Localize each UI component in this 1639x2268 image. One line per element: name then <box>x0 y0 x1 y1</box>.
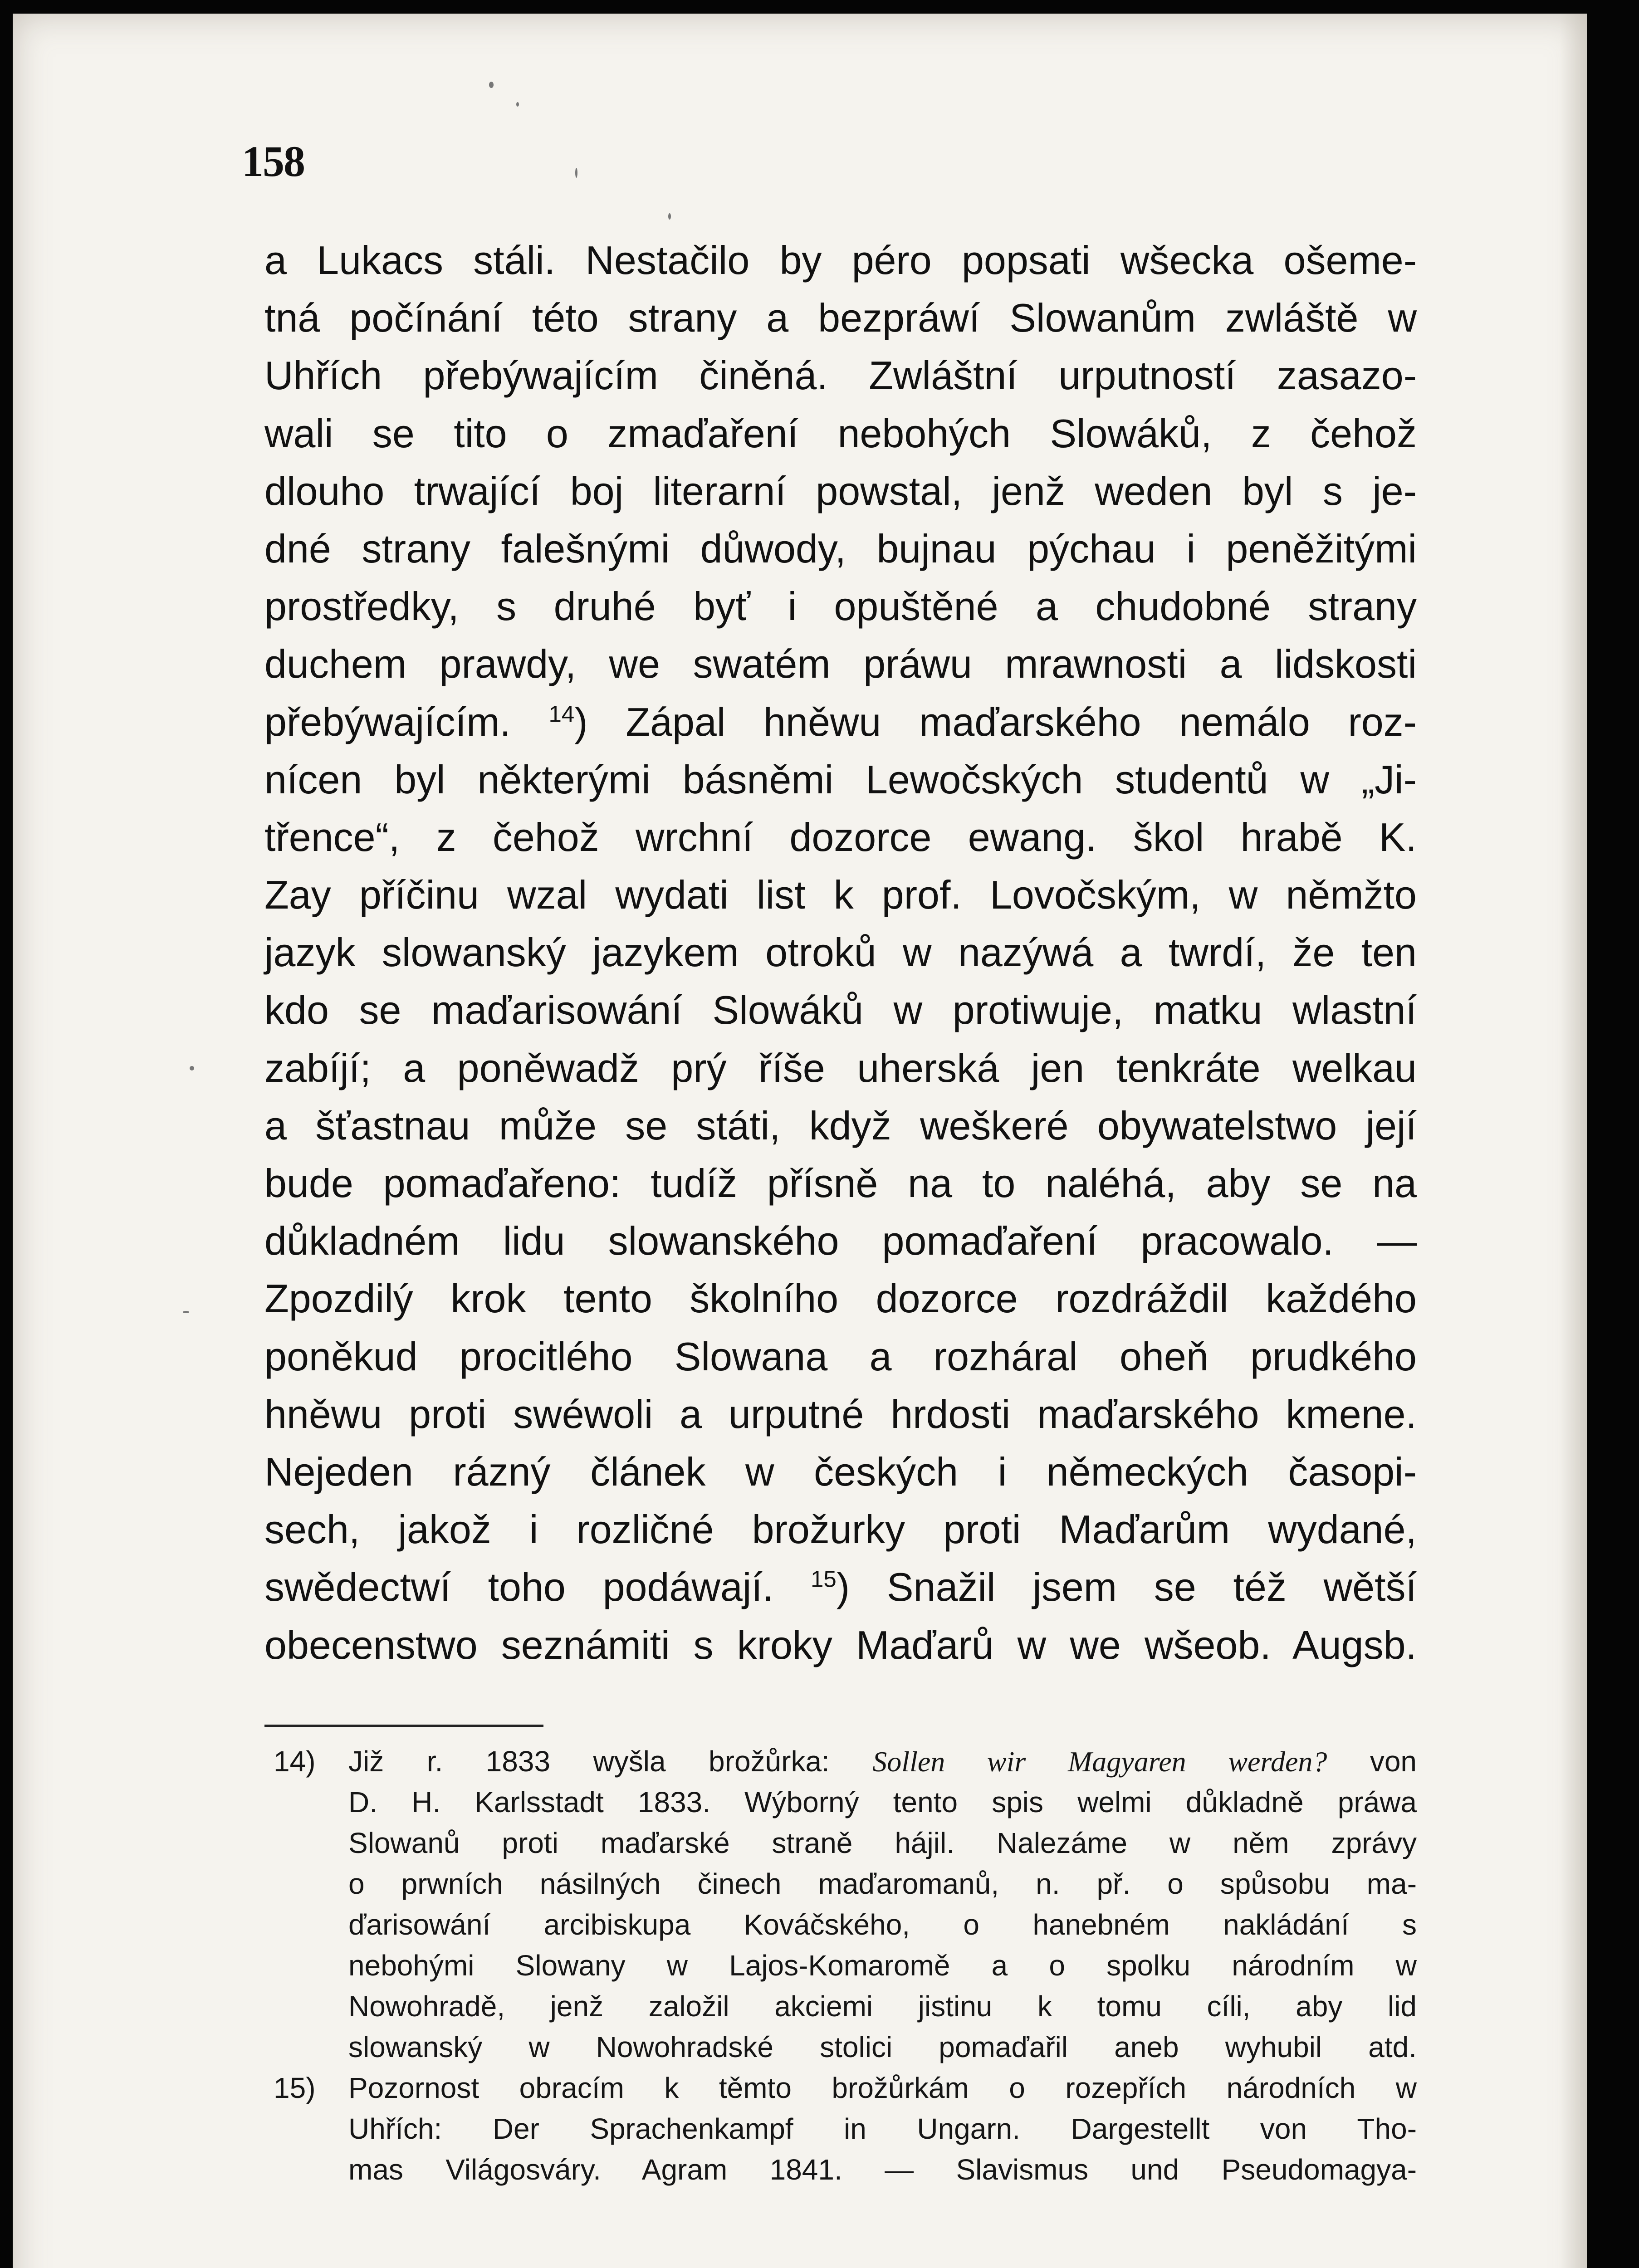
footnote-line: o prwních násilných činech maďaromanů, n. př. o spůsobu ma- <box>348 1867 1417 1900</box>
page-number: 158 <box>242 137 304 186</box>
page-edge-shadow <box>1560 14 1587 2268</box>
main-text <box>264 231 1417 1674</box>
paper-speck <box>516 102 519 107</box>
text-line: a šťastnau může se státi, když weškeré obywatelstwo její <box>264 1103 1417 1148</box>
footnotes <box>264 1741 1417 2190</box>
footnote-line: Nowohradě, jenž založil akciemi jistinu k tomu cíli, aby lid <box>348 1990 1417 2023</box>
text-line: dné strany falešnými důwody, bujnau pýchau i peněžitými <box>264 526 1417 571</box>
footnote-line: Slowanů proti maďarské straně hájil. Nalezáme w něm zprávy <box>348 1827 1417 1859</box>
text-line: sech, jakož i rozličné brožurky proti Maďarům wydané, <box>264 1507 1417 1552</box>
text-line: Uhřích přebýwajícím činěná. Zwláštní urputností zasazo- <box>264 353 1417 398</box>
paper-speck <box>183 1311 189 1313</box>
paper-speck <box>190 1066 194 1070</box>
text-line: Zpozdilý krok tento školního dozorce rozdráždil každého <box>264 1276 1417 1321</box>
text-line: kdo se maďarisowání Slowáků w protiwuje, matku wlastní <box>264 987 1417 1033</box>
text-line: bude pomaďařeno: tudíž přísně na to naléhá, aby se na <box>264 1161 1417 1206</box>
text-line: duchem prawdy, we swatém práwu mrawnosti a lidskosti <box>264 641 1417 687</box>
text-line: třence“, z čehož wrchní dozorce ewang. škol hrabě K. <box>264 814 1417 860</box>
text-line: obecenstwo seznámiti s kroky Maďarů w we wšeob. Augsb. <box>264 1622 1417 1667</box>
text-line: prostředky, s druhé byť i opuštěné a chudobné strany <box>264 584 1417 629</box>
footnote-line: D. H. Karlsstadt 1833. Wýborný tento spis welmi důkladně práwa <box>348 1786 1417 1818</box>
footnote-line: slowanský w Nowohradské stolici pomaďařil aneb wyhubil atd. <box>348 2031 1417 2063</box>
footnote <box>264 1741 1417 2068</box>
text-line: hněwu proti swéwoli a urputné hrdosti maďarského kmene. <box>264 1391 1417 1437</box>
paper-speck <box>489 82 494 88</box>
footnote-line: nebohými Slowany w Lajos-Komaromě a o spolku národním w <box>348 1949 1417 1982</box>
text-line: přebýwajícím. $^{14}$) Zápal hněwu maďarského nemálo roz- <box>264 699 1417 744</box>
text-line: dlouho trwající boj literarní powstal, jenž weden byl s je- <box>264 468 1417 513</box>
text-line: Zay příčinu wzal wydati list k prof. Lovočským, w němžto <box>264 872 1417 918</box>
text-line: swědectwí toho podáwají. $^{15}$) Snažil jsem se též wětší <box>264 1564 1417 1610</box>
paper-speck <box>575 168 577 178</box>
text-line: tná počínání této strany a bezpráwí Slowanům zwláště w <box>264 295 1417 341</box>
text-line: důkladném lidu slowanského pomaďaření pracowalo. — <box>264 1218 1417 1264</box>
text-line: wali se tito o zmaďaření nebohých Slowáků, z čehož <box>264 411 1417 456</box>
footnote-line: Pozornost obracím k těmto brožůrkám o rozepřích národních w <box>348 2072 1417 2104</box>
book-page <box>13 14 1587 2268</box>
footnote-marker: 14) <box>274 1745 316 1778</box>
footnote-line: Uhřích: Der Sprachenkampf in Ungarn. Dargestellt von Tho- <box>348 2112 1417 2145</box>
footnote-line: mas Világosváry. Agram 1841. — Slavismus und Pseudomagya- <box>348 2153 1417 2186</box>
text-line: Nejeden rázný článek w českých i německých časopi- <box>264 1449 1417 1494</box>
text-line: a Lukacs stáli. Nestačilo by péro popsati wšecka ošeme- <box>264 238 1417 283</box>
footnote-title: Sollen wir Magyaren werden? <box>872 1745 1327 1778</box>
footnote-separator <box>264 1725 543 1727</box>
footnote-marker: 15) <box>274 2072 316 2104</box>
text-line: jazyk slowanský jazykem otroků w nazýwá a twrdí, že ten <box>264 930 1417 975</box>
text-line: zabíjí; a poněwadž prý říše uherská jen tenkráte welkau <box>264 1045 1417 1090</box>
footnote-line: Již r. 1833 wyšla brožůrka: Sollen wir Magyaren werden? von <box>348 1745 1417 1778</box>
paper-speck <box>668 213 671 220</box>
footnote-line: ďarisowání arcibiskupa Kováčského, o hanebném nakládání s <box>348 1908 1417 1941</box>
footnote <box>264 2068 1417 2190</box>
text-line: poněkud procitlého Slowana a rozháral oheň prudkého <box>264 1334 1417 1379</box>
text-line: nícen byl některými básněmi Lewočských studentů w „Ji- <box>264 757 1417 802</box>
